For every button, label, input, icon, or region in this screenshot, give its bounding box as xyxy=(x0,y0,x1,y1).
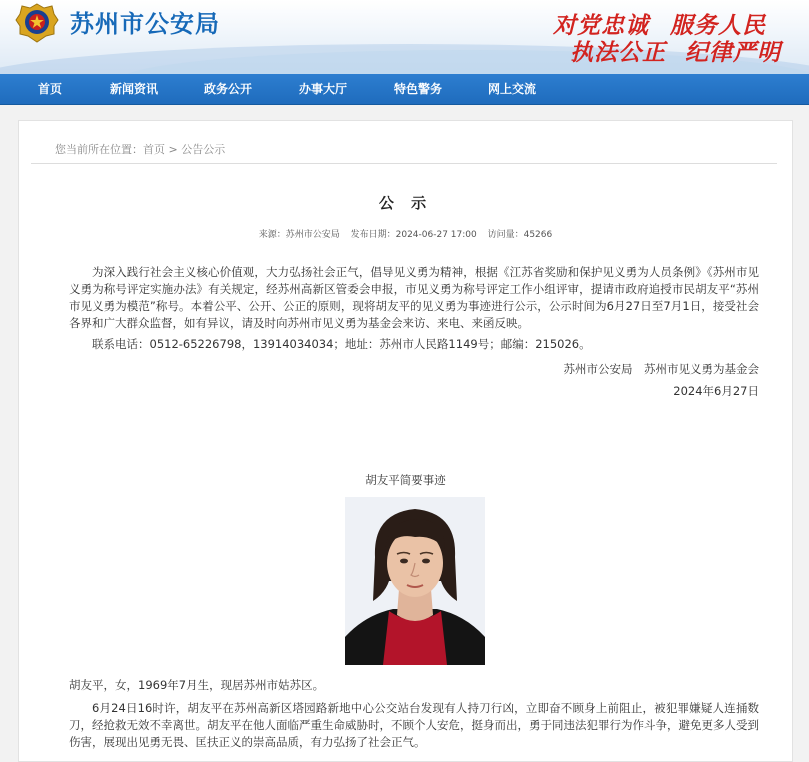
divider xyxy=(31,163,777,164)
main-nav xyxy=(0,74,809,105)
site-title[interactable]: 苏州市公安局 xyxy=(70,10,220,38)
photo-caption: 胡友平简要事迹 xyxy=(365,473,446,487)
nav-item-featured-policing[interactable]: 特色警务 xyxy=(393,82,442,96)
meta-date: 发布日期：2024-06-27 17:00 xyxy=(350,230,477,240)
article-paragraph: 为深入践行社会主义核心价值观，大力弘扬社会正气，倡导见义勇为精神，根据《江苏省奖励和保护见义勇为人员条例》《苏州市见义勇为称号评定实施办法》有关规定，经苏州高新区管委会申报，市见义勇为称号评定工作小组评审，提请市政府追授市民胡友平“苏州市见义勇为模范”称号。本着公平、公开、公正的原则，现将胡友平的见义勇为事迹进行公示，公示时间为6月27日至7月1日，接受社会各界和广大群众监督，如有异议，请及时向苏州市见义勇为基金会来访、来电、来函反映。 xyxy=(69,265,759,330)
nav-item-government-affairs[interactable]: 政务公开 xyxy=(203,82,252,96)
police-badge-icon xyxy=(14,2,60,44)
nav-item-home[interactable]: 首页 xyxy=(37,82,62,96)
article-container xyxy=(18,120,793,762)
motto-text: 服务人民 xyxy=(670,12,766,39)
motto-text: 对党忠诚 xyxy=(553,12,649,39)
signature-organizations: 苏州市公安局 苏州市见义勇为基金会 xyxy=(563,362,759,376)
portrait-photo xyxy=(345,497,485,665)
article-meta xyxy=(19,227,792,240)
person-bio: 胡友平，女，1969年7月生，现居苏州市姑苏区。 xyxy=(69,678,325,692)
signature-date: 2024年6月27日 xyxy=(673,384,759,398)
motto-text: 执法公正 xyxy=(570,39,666,66)
breadcrumb xyxy=(55,141,225,157)
meta-views: 访问量：45266 xyxy=(487,230,553,240)
meta-source: 来源：苏州市公安局 xyxy=(258,230,340,240)
nav-item-online-exchange[interactable]: 网上交流 xyxy=(487,82,536,96)
contact-info: 联系电话：0512-65226798，13914034034；地址：苏州市人民路1149号；邮编：215026。 xyxy=(92,337,591,351)
breadcrumb-home-link[interactable]: 首页 xyxy=(143,143,165,156)
nav-item-service-hall[interactable]: 办事大厅 xyxy=(298,82,347,96)
breadcrumb-current[interactable]: 公告公示 xyxy=(181,143,226,156)
nav-item-news[interactable]: 新闻资讯 xyxy=(109,82,158,96)
site-header xyxy=(0,0,809,74)
article-title: 公 示 xyxy=(378,194,433,212)
breadcrumb-separator: > xyxy=(168,143,178,156)
motto-text: 纪律严明 xyxy=(685,39,781,66)
breadcrumb-prefix: 您当前所在位置： xyxy=(55,143,143,156)
heroic-deed-story: 6月24日16时许，胡友平在苏州高新区塔园路新地中心公交站台发现有人持刀行凶，立即奋不顾身上前阻止，被犯罪嫌疑人连捅数刀，经抢救无效不幸离世。胡友平在他人面临严重生命威胁时，不顾个人安危，挺身而出，勇于同违法犯罪行为作斗争，避免更多人受到伤害，展现出见勇无畏、匡扶正义的崇高品质，有力弘扬了社会正气。 xyxy=(69,701,759,749)
